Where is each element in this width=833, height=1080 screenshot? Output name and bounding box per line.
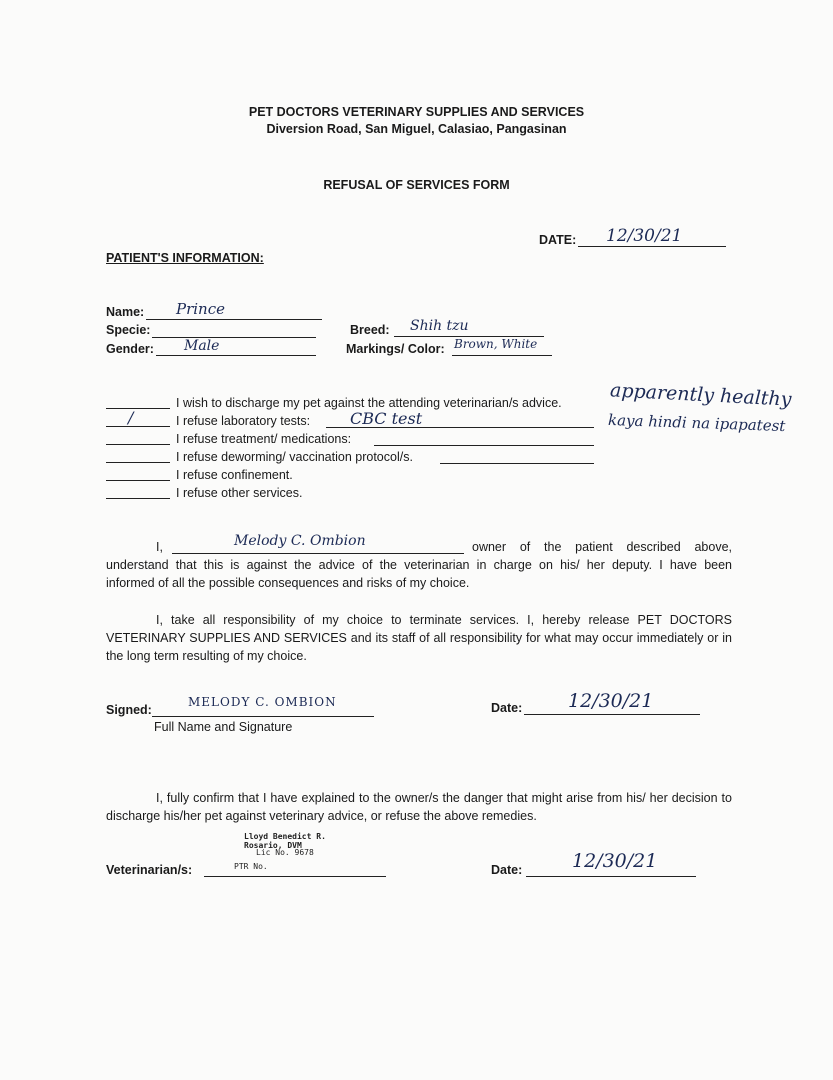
breed-value: Shih tzu (410, 318, 469, 334)
gender-label: Gender: (106, 342, 154, 356)
option-label: I wish to discharge my pet against the attending veterinarian/s advice. (176, 396, 562, 410)
statement-line1-end: owner of the patient described above, (472, 540, 732, 554)
gender-line (156, 355, 316, 356)
release-paragraph: I, take all responsibility of my choice to terminate services. I, hereby release PET DOCTORS VETERINARY SUPPLIES AND SERVICES and its staff of all responsibility for what may occur immediately or in the long term resulting of my choice. (106, 613, 732, 663)
lab-tests-value: CBC test (350, 409, 423, 428)
option-label: I refuse laboratory tests: (176, 414, 311, 428)
option-label: I refuse other services. (176, 486, 303, 500)
vet-date-label: Date: (491, 863, 523, 877)
stamp-name: Lloyd Benedict R. Rosario, DVM (244, 832, 326, 850)
name-label: Name: (106, 305, 145, 319)
date-label: DATE: (539, 233, 577, 247)
treatment-line (374, 445, 594, 446)
company-address: Diversion Road, San Miguel, Calasiao, Pangasinan (266, 122, 567, 136)
option-label: I refuse deworming/ vaccination protocol/s. (176, 450, 413, 464)
signed-value: MELODY C. OMBION (188, 695, 337, 709)
option-blank[interactable] (106, 462, 170, 463)
option-label: I refuse treatment/ medications: (176, 432, 352, 446)
owner-name-line (172, 553, 464, 554)
option-blank[interactable] (106, 498, 170, 499)
statement-line3: informed of all the possible consequences and risks of my choice. (106, 576, 470, 590)
option-blank[interactable] (106, 480, 170, 481)
option-blank[interactable] (106, 408, 170, 409)
signature-date-label: Date: (491, 701, 523, 715)
margin-note-line1: apparently healthy (609, 379, 792, 411)
name-line (146, 319, 322, 320)
form-title: REFUSAL OF SERVICES FORM (323, 178, 510, 192)
deworming-line (440, 463, 594, 464)
specie-line (152, 337, 316, 338)
signature-date-value: 12/30/21 (568, 690, 654, 712)
signature-date-line (524, 714, 700, 715)
owner-name: Melody C. Ombion (234, 533, 366, 549)
vet-date-line (526, 876, 696, 877)
date-line (578, 246, 726, 247)
markings-label: Markings/ Color: (346, 342, 445, 356)
margin-note-line2: kaya hindi na ipapatest (607, 410, 786, 436)
confirmation-paragraph: I, fully confirm that I have explained to the owner/s the danger that might arise from his/ her decision to discharge his/her pet against veterinary advice, or refuse the above remedies. (106, 791, 732, 823)
vet-stamp (212, 828, 337, 880)
stamp-ptr: PTR No. (234, 862, 268, 871)
date-value: 12/30/21 (606, 226, 683, 246)
breed-label: Breed: (350, 323, 390, 337)
specie-label: Specie: (106, 323, 151, 337)
vet-date-value: 12/30/21 (572, 850, 658, 872)
option-label: I refuse confinement. (176, 468, 293, 482)
stamp-license: Lic No. 9678 (256, 848, 314, 857)
option-blank[interactable] (106, 444, 170, 445)
statement-line2: understand that this is against the advice of the veterinarian in charge on his/ her deputy. I have been (106, 558, 732, 572)
gender-value: Male (184, 338, 220, 354)
option-blank[interactable] (106, 426, 170, 427)
statement-i: I, (156, 540, 163, 554)
markings-value: Brown, White (454, 337, 538, 351)
signed-label: Signed: (106, 703, 152, 717)
markings-line (452, 355, 552, 356)
signature-line (152, 716, 374, 717)
name-value: Prince (176, 300, 225, 318)
company-name: PET DOCTORS VETERINARY SUPPLIES AND SERVICES (248, 105, 585, 119)
checkmark: / (128, 408, 134, 427)
full-name-caption: Full Name and Signature (154, 720, 293, 734)
patient-section-heading: PATIENT'S INFORMATION: (106, 251, 264, 265)
veterinarian-label: Veterinarian/s: (106, 863, 193, 877)
